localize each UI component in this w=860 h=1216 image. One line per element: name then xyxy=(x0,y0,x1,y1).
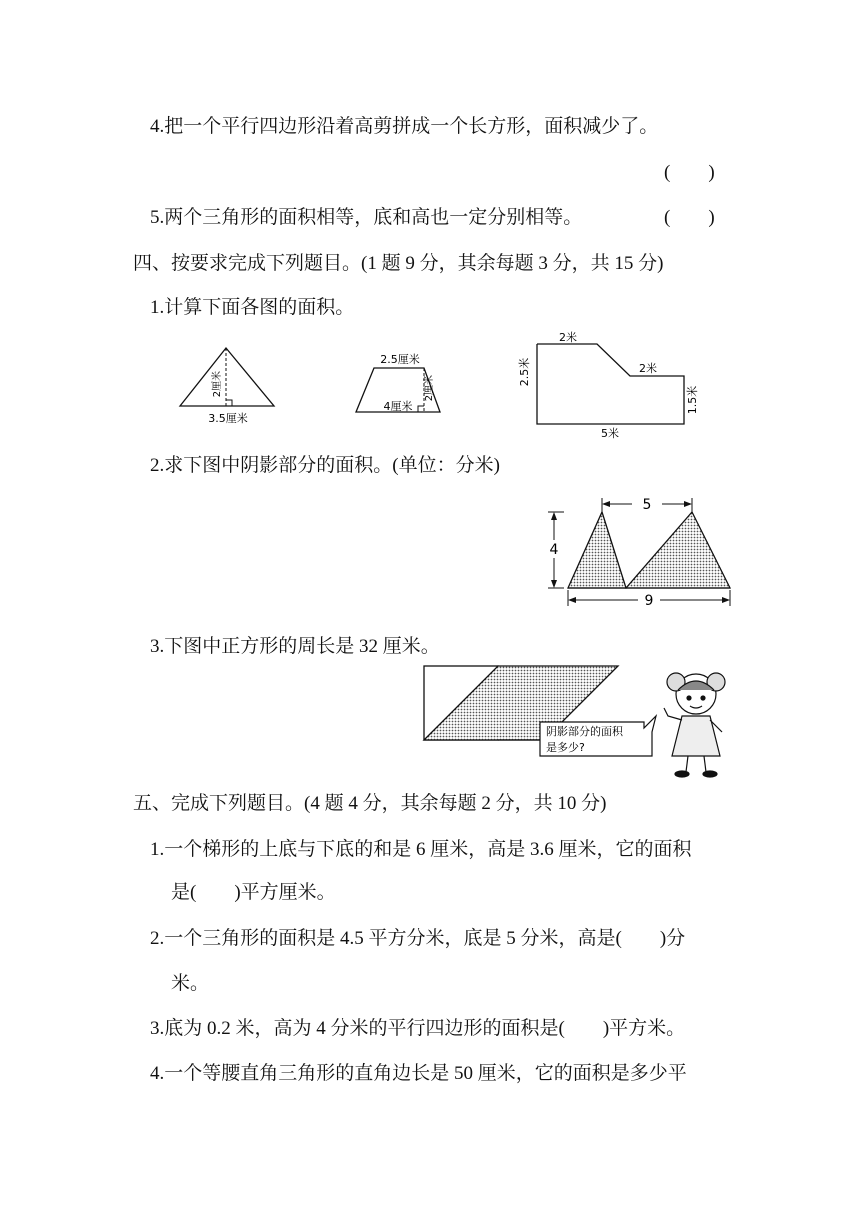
triangle-figure xyxy=(180,348,274,425)
polygon-left-label: 2.5米 xyxy=(518,357,531,387)
triangle-height-label: 2厘米 xyxy=(212,370,223,398)
speech-bubble xyxy=(540,716,656,756)
figure-shaded-triangles xyxy=(540,494,736,612)
question-4-3: 3.下图中正方形的周长是 32 厘米。 xyxy=(150,636,440,657)
girl-illustration xyxy=(664,673,725,777)
trapezoid-bottom-label: 4厘米 xyxy=(383,400,413,413)
question-5-3: 3.底为 0.2 米，高为 4 分米的平行四边形的面积是( )平方米。 xyxy=(150,1018,686,1039)
trapezoid-height-label: 2厘米 xyxy=(424,374,435,402)
polygon-figure xyxy=(517,330,699,440)
dimension-top-label: 5 xyxy=(642,497,652,513)
question-3-4: 4.把一个平行四边形沿着高剪拼成一个长方形，面积减少了。 xyxy=(150,116,659,137)
answer-blank-3-5[interactable]: ( ) xyxy=(664,207,715,228)
polygon-top-label: 2米 xyxy=(559,331,577,344)
trapezoid-figure xyxy=(356,352,440,413)
question-4-1: 1.计算下面各图的面积。 xyxy=(150,297,355,318)
question-5-2-line1: 2.一个三角形的面积是 4.5 平方分米，底是 5 分米，高是( )分 xyxy=(150,928,686,949)
polygon-right-label: 1.5米 xyxy=(686,385,699,415)
section-5-heading: 五、完成下列题目。(4 题 4 分，其余每题 2 分，共 10 分) xyxy=(133,793,607,814)
question-3-5: 5.两个三角形的面积相等，底和高也一定分别相等。 xyxy=(150,207,583,228)
figure-area-shapes xyxy=(170,330,710,440)
question-5-4-line1: 4.一个等腰直角三角形的直角边长是 50 厘米，它的面积是多少平 xyxy=(150,1063,687,1084)
section-4-heading: 四、按要求完成下列题目。(1 题 9 分，其余每题 3 分，共 15 分) xyxy=(133,253,664,274)
dimension-bottom-label: 9 xyxy=(644,593,654,609)
figure-square-parallelogram xyxy=(418,660,738,782)
bubble-text-line1: 阴影部分的面积 xyxy=(546,725,623,738)
triangle-base-label: 3.5厘米 xyxy=(208,412,248,425)
question-5-2-line2: 米。 xyxy=(171,973,210,994)
question-4-2: 2.求下图中阴影部分的面积。(单位：分米) xyxy=(150,455,500,476)
polygon-step-label: 2米 xyxy=(639,362,657,375)
question-5-1-line1: 1.一个梯形的上底与下底的和是 6 厘米，高是 3.6 厘米，它的面积 xyxy=(150,839,692,860)
bubble-text-line2: 是多少? xyxy=(546,741,585,754)
question-5-1-line2: 是( )平方厘米。 xyxy=(171,882,336,903)
dimension-left-label: 4 xyxy=(549,542,559,558)
polygon-bottom-label: 5米 xyxy=(601,427,619,440)
trapezoid-top-label: 2.5厘米 xyxy=(380,353,420,366)
answer-blank-3-4[interactable]: ( ) xyxy=(664,162,715,183)
